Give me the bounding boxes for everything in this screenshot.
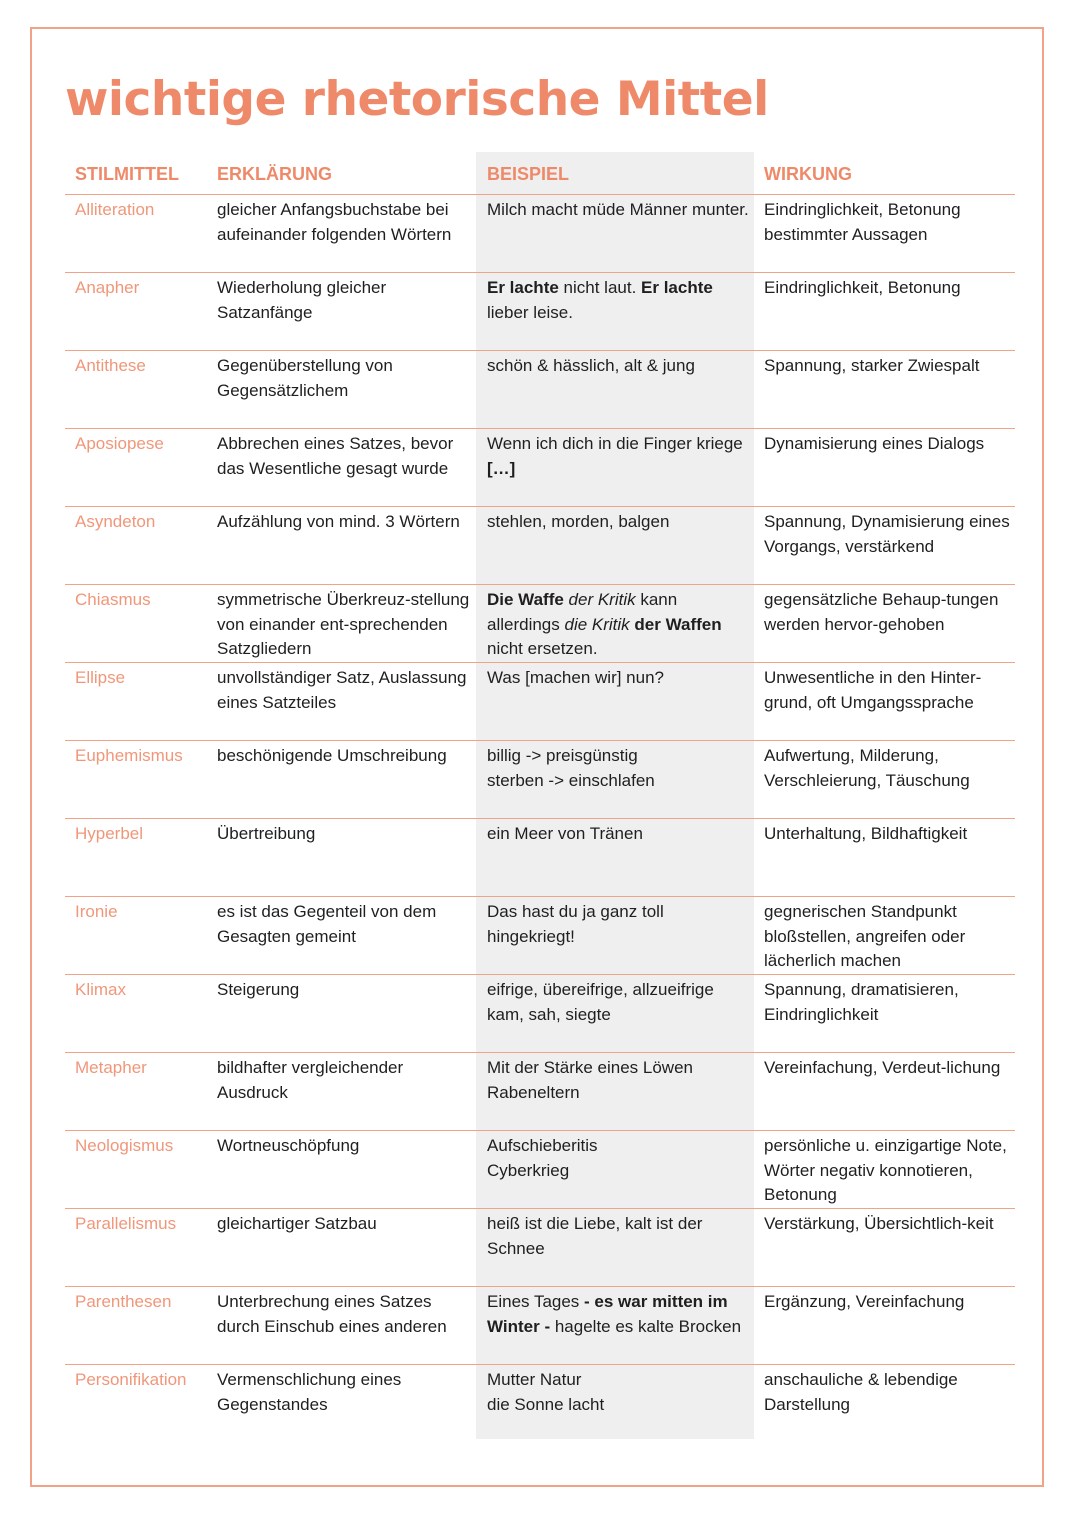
cell-wirkung: Spannung, Dynamisierung eines Vorgangs, verstärkend [754, 507, 1015, 585]
cell-beispiel: billig -> preisgünstig sterben -> einschlafen [477, 741, 754, 819]
cell-stilmittel: Parallelismus [65, 1209, 207, 1287]
cell-erklaerung: es ist das Gegenteil von dem Gesagten gemeint [207, 897, 477, 975]
cell-stilmittel: Ellipse [65, 663, 207, 741]
cell-stilmittel: Chiasmus [65, 585, 207, 663]
cell-erklaerung: Gegenüberstellung von Gegensätzlichem [207, 351, 477, 429]
cell-beispiel: ein Meer von Tränen [477, 819, 754, 897]
table-header-row [65, 152, 1015, 195]
cell-wirkung: persönliche u. einzigartige Note, Wörter negativ konnotieren, Betonung [754, 1131, 1015, 1209]
header-erklaerung: ERKLÄRUNG [207, 152, 477, 195]
cell-erklaerung: Abbrechen eines Satzes, bevor das Wesentliche gesagt wurde [207, 429, 477, 507]
cell-beispiel: Eines Tages - es war mitten im Winter - hagelte es kalte Brocken [477, 1287, 754, 1365]
cell-erklaerung: symmetrische Überkreuz-stellung von einander ent-sprechenden Satzgliedern [207, 585, 477, 663]
header-stilmittel: STILMITTEL [65, 152, 207, 195]
cell-stilmittel: Euphemismus [65, 741, 207, 819]
header-wirkung: WIRKUNG [754, 152, 1015, 195]
cell-beispiel: Milch macht müde Männer munter. [477, 195, 754, 273]
table-row [65, 351, 1015, 429]
cell-wirkung: Eindringlichkeit, Betonung [754, 273, 1015, 351]
table-row [65, 663, 1015, 741]
cell-beispiel: stehlen, morden, balgen [477, 507, 754, 585]
table-row [65, 585, 1015, 663]
cell-beispiel: Die Waffe der Kritik kann allerdings die Kritik der Waffen nicht ersetzen. [477, 585, 754, 663]
table-row [65, 819, 1015, 897]
table-row [65, 1365, 1015, 1443]
cell-erklaerung: gleicher Anfangsbuchstabe bei aufeinander folgenden Wörtern [207, 195, 477, 273]
cell-erklaerung: Übertreibung [207, 819, 477, 897]
table-row [65, 273, 1015, 351]
table-row [65, 429, 1015, 507]
cell-beispiel: Mit der Stärke eines Löwen Rabeneltern [477, 1053, 754, 1131]
cell-wirkung: Verstärkung, Übersichtlich-keit [754, 1209, 1015, 1287]
cell-erklaerung: bildhafter vergleichender Ausdruck [207, 1053, 477, 1131]
cell-stilmittel: Aposiopese [65, 429, 207, 507]
cell-wirkung: Unwesentliche in den Hinter-grund, oft Umgangssprache [754, 663, 1015, 741]
cell-wirkung: gegnerischen Standpunkt bloßstellen, angreifen oder lächerlich machen [754, 897, 1015, 975]
cell-beispiel: Mutter Natur die Sonne lacht [487, 1370, 605, 1414]
cell-beispiel: Er lachte nicht laut. Er lachte lieber leise. [477, 273, 754, 351]
rhetorical-devices-table [65, 152, 1015, 1443]
cell-stilmittel: Hyperbel [65, 819, 207, 897]
cell-wirkung: Spannung, starker Zwiespalt [754, 351, 1015, 429]
cell-beispiel: schön & hässlich, alt & jung [477, 351, 754, 429]
table-row [65, 897, 1015, 975]
cell-erklaerung: Vermenschlichung eines Gegenstandes [217, 1370, 402, 1414]
table-row [65, 1131, 1015, 1209]
table-row [65, 975, 1015, 1053]
cell-beispiel: heiß ist die Liebe, kalt ist der Schnee [477, 1209, 754, 1287]
cell-beispiel: eifrige, übereifrige, allzueifrige kam, sah, siegte [477, 975, 754, 1053]
table-row [65, 195, 1015, 273]
cell-wirkung: anschauliche & lebendige Darstellung [764, 1370, 958, 1414]
table-row [65, 1053, 1015, 1131]
cell-erklaerung: beschönigende Umschreibung [207, 741, 477, 819]
cell-stilmittel: Alliteration [65, 195, 207, 273]
cell-erklaerung: Unterbrechung eines Satzes durch Einschub eines anderen [207, 1287, 477, 1365]
table-row [65, 1209, 1015, 1287]
cell-erklaerung: Wortneuschöpfung [207, 1131, 477, 1209]
cell-beispiel: Das hast du ja ganz toll hingekriegt! [477, 897, 754, 975]
table-row [65, 1287, 1015, 1365]
table-body [65, 195, 1015, 1443]
cell-beispiel: Was [machen wir] nun? [477, 663, 754, 741]
cell-wirkung: Aufwertung, Milderung, Verschleierung, Täuschung [754, 741, 1015, 819]
table-row [65, 741, 1015, 819]
cell-stilmittel: Antithese [65, 351, 207, 429]
cell-wirkung: Unterhaltung, Bildhaftigkeit [754, 819, 1015, 897]
cell-erklaerung: Wiederholung gleicher Satzanfänge [207, 273, 477, 351]
page-title: wichtige rhetorische Mittel [65, 72, 769, 127]
cell-wirkung: Dynamisierung eines Dialogs [754, 429, 1015, 507]
cell-stilmittel: Neologismus [65, 1131, 207, 1209]
cell-stilmittel: Metapher [65, 1053, 207, 1131]
cell-wirkung: Ergänzung, Vereinfachung [754, 1287, 1015, 1365]
cell-stilmittel: Anapher [65, 273, 207, 351]
table-row [65, 507, 1015, 585]
cell-stilmittel: Asyndeton [65, 507, 207, 585]
cell-wirkung: gegensätzliche Behaup-tungen werden hervor-gehoben [754, 585, 1015, 663]
cell-erklaerung: Aufzählung von mind. 3 Wörtern [207, 507, 477, 585]
cell-stilmittel: Ironie [65, 897, 207, 975]
cell-beispiel: Wenn ich dich in die Finger kriege […] [477, 429, 754, 507]
cell-stilmittel: Personifikation [75, 1370, 187, 1389]
cell-erklaerung: unvollständiger Satz, Auslassung eines Satzteiles [207, 663, 477, 741]
cell-erklaerung: Steigerung [207, 975, 477, 1053]
cell-wirkung: Spannung, dramatisieren, Eindringlichkeit [754, 975, 1015, 1053]
cell-wirkung: Vereinfachung, Verdeut-lichung [754, 1053, 1015, 1131]
cell-stilmittel: Klimax [65, 975, 207, 1053]
cell-beispiel: Aufschieberitis Cyberkrieg [477, 1131, 754, 1209]
cell-stilmittel: Parenthesen [65, 1287, 207, 1365]
cell-wirkung: Eindringlichkeit, Betonung bestimmter Aussagen [754, 195, 1015, 273]
cell-erklaerung: gleichartiger Satzbau [207, 1209, 477, 1287]
header-beispiel: BEISPIEL [477, 152, 754, 195]
